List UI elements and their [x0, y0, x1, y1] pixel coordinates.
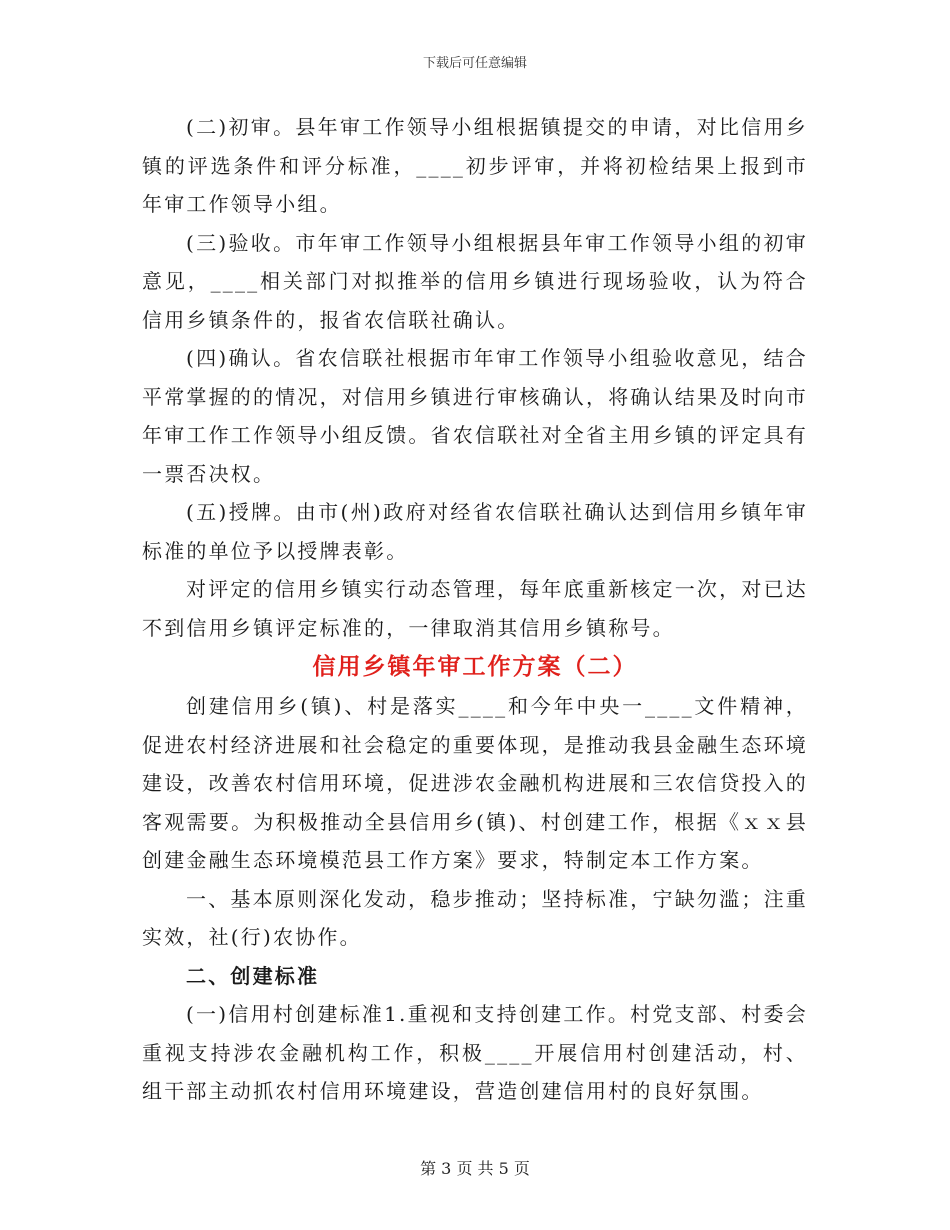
- paragraph-acceptance: (三)验收。市年审工作领导小组根据县年审工作领导小组的初审意见，____相关部门对拟推举的信用乡镇进行现场验收，认为符合信用乡镇条件的，报省农信联社确认。: [142, 230, 808, 332]
- paragraph-dynamic-management: 对评定的信用乡镇实行动态管理，每年底重新核定一次，对已达不到信用乡镇评定标准的，一律取消其信用乡镇称号。: [142, 577, 808, 640]
- paragraph-confirmation: (四)确认。省农信联社根据市年审工作领导小组验收意见，结合平常掌握的的情况，对信用乡镇进行审核确认，将确认结果及时向市年审工作工作领导小组反馈。省农信联社对全省主用乡镇的评定具有一票否决权。: [142, 346, 808, 486]
- document-body: [142, 108, 808, 1111]
- paragraph-intro: 创建信用乡(镇)、村是落实____和今年中央一____文件精神，促进农村经济进展和社会稳定的重要体现，是推动我县金融生态环境建设，改善农村信用环境，促进涉农金融机构进展和三农信贷投入的客观需要。为积极推动全县信用乡(镇)、村创建工作，根据《ｘｘ县创建金融生态环境模范县工作方案》要求，特制定本工作方案。: [142, 694, 808, 872]
- paragraph-initial-review: (二)初审。县年审工作领导小组根据镇提交的申请，对比信用乡镇的评选条件和评分标准，____初步评审，并将初检结果上报到市年审工作领导小组。: [142, 115, 808, 216]
- paragraph-basic-principles: 一、基本原则深化发动，稳步推动；坚持标准，宁缺勿滥；注重实效，社(行)农协作。: [142, 886, 808, 949]
- section-title: 信用乡镇年审工作方案（二）: [312, 653, 638, 680]
- paragraph-award: (五)授牌。由市(州)政府对经省农信联社确认达到信用乡镇年审标准的单位予以授牌表彰。: [142, 500, 808, 563]
- heading-creation-standards: 二、创建标准: [186, 963, 320, 988]
- page-footer: 第 3 页 共 5 页: [420, 1159, 530, 1178]
- paragraph-credit-village-standard: (一)信用村创建标准1.重视和支持创建工作。村党支部、村委会重视支持涉农金融机构工作，积极____开展信用村创建活动，村、组干部主动抓农村信用环境建设，营造创建信用村的良好氛围。: [142, 1002, 808, 1103]
- page-header: 下载后可任意编辑: [422, 56, 527, 71]
